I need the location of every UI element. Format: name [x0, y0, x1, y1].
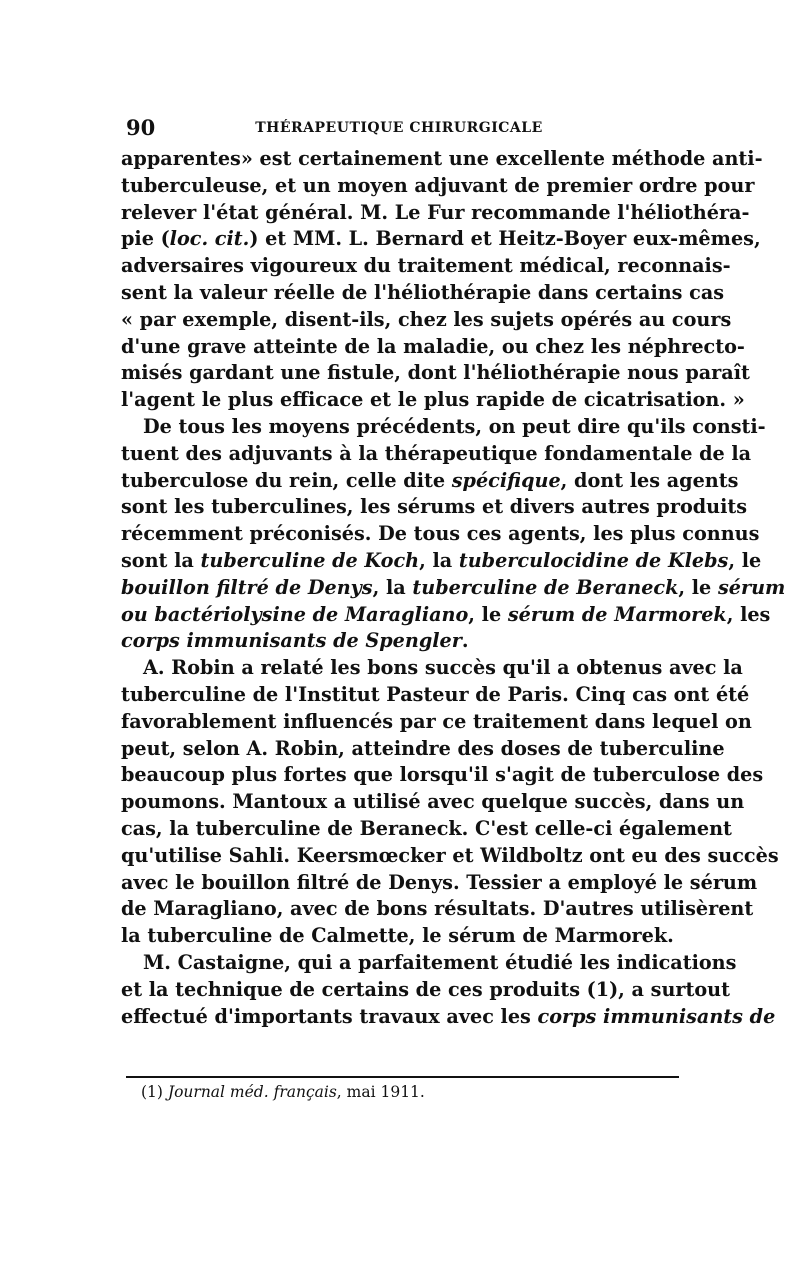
text-run: , la — [372, 575, 413, 599]
footnote-source: Journal méd. français — [167, 1083, 337, 1101]
text-line — [121, 977, 730, 1004]
text-run: « par exemple, disent-ils, chez les sujets opérés au cours — [121, 307, 732, 331]
text-line — [121, 896, 754, 923]
text-line — [121, 1004, 776, 1031]
text-run: sont les tuberculines, les sérums et divers autres produits — [121, 495, 748, 519]
text-run: , le — [468, 602, 508, 626]
text-line — [121, 414, 766, 441]
text-line — [121, 950, 737, 977]
text-line — [121, 843, 779, 870]
text-run: adversaires vigoureux du traitement médical, reconnais- — [121, 254, 731, 278]
text-line — [121, 548, 762, 575]
text-line — [121, 575, 786, 602]
text-run: pie ( — [121, 227, 170, 251]
text-run: peut, selon A. Robin, atteindre des doses de tuberculine — [121, 736, 725, 760]
italic-run: spécifique — [451, 468, 561, 492]
text-line — [121, 736, 725, 763]
text-run: de Maragliano, avec de bons résultats. D'autres utilisèrent — [121, 897, 754, 921]
text-run: , le — [678, 575, 718, 599]
text-line — [121, 226, 761, 253]
text-run: qu'utilise Sahli. Keersmœcker et Wildboltz ont eu des succès — [121, 843, 779, 867]
text-run: relever l'état général. M. Le Fur recommande l'héliothéra- — [121, 200, 750, 224]
text-run: M. Castaigne, qui a parfaitement étudié les indications — [143, 950, 737, 974]
text-run: effectué d'importants travaux avec les — [121, 1004, 538, 1028]
text-run: tuent des adjuvants à la thérapeutique fondamentale de la — [121, 441, 752, 465]
italic-run: tuberculine de Koch — [200, 548, 420, 572]
italic-run: sérum de Marmorek — [507, 602, 727, 626]
text-run: beaucoup plus fortes que lorsqu'il s'agit de tuberculose des — [121, 763, 764, 787]
text-line — [121, 521, 760, 548]
italic-run: corps immunisants de Spengler — [121, 629, 462, 653]
text-run: , les — [726, 602, 771, 626]
text-run: tuberculeuse, et un moyen adjuvant de premier ordre pour — [121, 173, 755, 197]
footnote — [141, 1082, 681, 1102]
text-line — [121, 870, 758, 897]
running-title: THÉRAPEUTIQUE CHIRURGICALE — [255, 120, 543, 136]
italic-run: corps immunisants de — [537, 1004, 776, 1028]
text-line — [121, 200, 750, 227]
text-line — [121, 441, 752, 468]
text-run: , la — [419, 548, 459, 572]
page-number: 90 — [126, 115, 156, 140]
italic-run: tuberculocidine de Klebs — [458, 548, 729, 572]
body-text — [121, 146, 786, 1030]
footnote-rest: , mai 1911. — [336, 1083, 425, 1101]
text-run: . — [461, 629, 469, 653]
text-run: , le — [728, 548, 762, 572]
text-run: ) et MM. L. Bernard et Heitz-Boyer eux-mêmes, — [249, 227, 761, 251]
text-run: sont la — [121, 548, 201, 572]
text-run: et la technique de certains de ces produits (1), a surtout — [121, 977, 730, 1001]
text-line — [121, 762, 764, 789]
page-header — [122, 113, 676, 143]
text-run: avec le bouillon filtré de Denys. Tessier a employé le sérum — [121, 870, 758, 894]
text-line — [121, 789, 745, 816]
text-run: , dont les agents — [560, 468, 739, 492]
text-run: De tous les moyens précédents, on peut dire qu'ils consti- — [143, 414, 766, 438]
text-line — [121, 253, 731, 280]
text-run: récemment préconisés. De tous ces agents, les plus connus — [121, 522, 760, 546]
text-run: tuberculose du rein, celle dite — [121, 468, 452, 492]
italic-run: tuberculine de Beraneck — [412, 575, 679, 599]
text-run: la tuberculine de Calmette, le sérum de Marmorek. — [121, 924, 674, 948]
text-run: poumons. Mantoux a utilisé avec quelque succès, dans un — [121, 790, 745, 814]
text-line — [121, 709, 752, 736]
text-run: apparentes» est certainement une excellente méthode anti- — [121, 147, 763, 170]
text-line — [121, 494, 748, 521]
text-line — [121, 682, 750, 709]
text-line — [121, 468, 739, 495]
text-line — [121, 923, 677, 950]
text-line — [121, 307, 732, 334]
text-line — [121, 146, 763, 173]
italic-run: ou bactériolysine de Maragliano — [121, 602, 469, 626]
text-run: favorablement influencés par ce traitement dans lequel on — [121, 709, 752, 733]
text-line — [121, 628, 677, 655]
footnote-rule — [126, 1076, 679, 1078]
text-run: d'une grave atteinte de la maladie, ou chez les néphrecto- — [121, 334, 745, 358]
text-line — [121, 173, 755, 200]
text-run: sent la valeur réelle de l'héliothérapie dans certains cas — [121, 280, 725, 304]
text-line — [121, 360, 750, 387]
italic-run: loc. cit. — [169, 227, 250, 251]
text-run: misés gardant une fistule, dont l'héliothérapie nous paraît — [121, 361, 750, 385]
text-run: cas, la tuberculine de Beraneck. C'est celle-ci également — [121, 816, 732, 840]
italic-run: bouillon filtré de Denys — [121, 575, 373, 599]
text-run: tuberculine de l'Institut Pasteur de Paris. Cinq cas ont été — [121, 682, 750, 706]
footnote-marker: (1) — [141, 1083, 168, 1101]
text-line — [121, 602, 771, 629]
text-line — [121, 655, 743, 682]
text-line — [121, 816, 732, 843]
text-run: l'agent le plus efficace et le plus rapide de cicatrisation. » — [121, 388, 745, 412]
text-line — [121, 334, 745, 361]
text-line — [121, 387, 745, 414]
text-line — [121, 280, 725, 307]
text-run: A. Robin a relaté les bons succès qu'il a obtenus avec la — [143, 656, 743, 680]
italic-run: sérum — [717, 575, 786, 599]
